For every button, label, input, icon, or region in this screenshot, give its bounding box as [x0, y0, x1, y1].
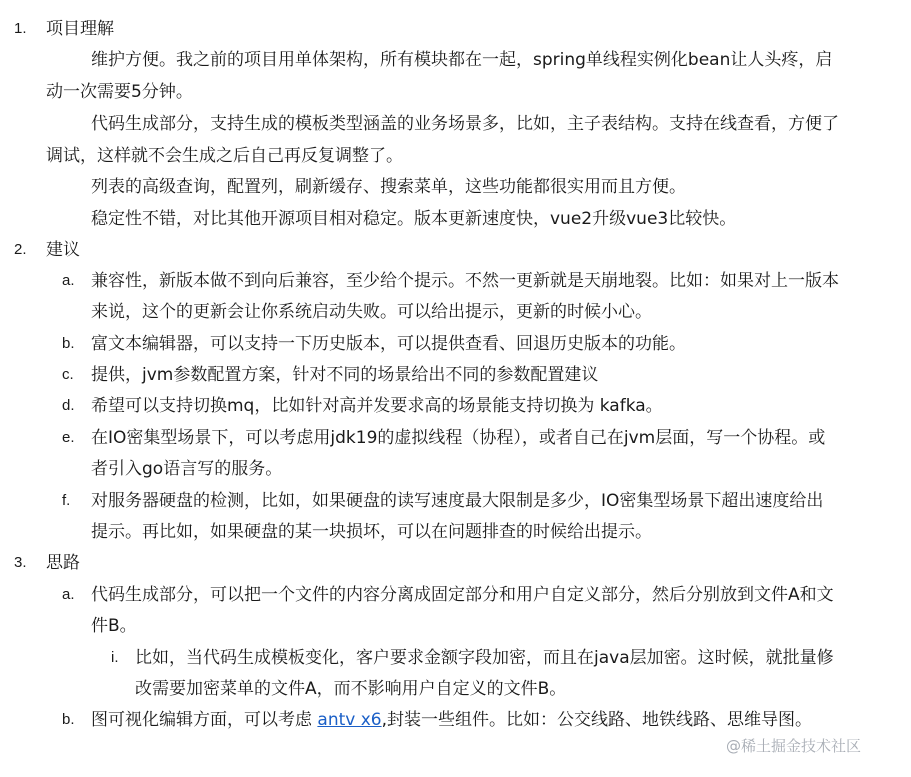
list-marker: e. [62, 429, 75, 446]
list-item-line: 提供，jvm参数配置方案，针对不同的场景给出不同的参数配置建议 [91, 365, 599, 385]
section-heading: 项目理解 [46, 19, 114, 39]
list-item-line: 改需要加密菜单的文件A，而不影响用户自定义的文件B。 [135, 679, 567, 699]
list-marker: 1. [14, 20, 27, 37]
list-marker: a. [62, 586, 75, 603]
list-marker: a. [62, 272, 75, 289]
list-marker: c. [62, 366, 74, 383]
paragraph-line: 稳定性不错，对比其他开源项目相对稳定。版本更新速度快，vue2升级vue3比较快。 [91, 209, 737, 229]
list-marker: d. [62, 397, 75, 414]
list-item-line: 代码生成部分，可以把一个文件的内容分离成固定部分和用户自定义部分，然后分别放到文件A和文 [91, 585, 834, 605]
list-marker: 3. [14, 554, 27, 571]
paragraph-line: 维护方便。我之前的项目用单体架构，所有模块都在一起，spring单线程实例化bean让人头疼，启 [91, 50, 833, 70]
section-heading: 建议 [46, 240, 80, 260]
list-item-line: 者引入go语言写的服务。 [91, 459, 283, 479]
list-item-line [91, 707, 812, 733]
list-item-text: ,封装一些组件。比如：公交线路、地铁线路、思维导图。 [381, 710, 813, 730]
list-item-line: 来说，这个的更新会让你系统启动失败。可以给出提示，更新的时候小心。 [91, 302, 652, 322]
list-item-line: 提示。再比如，如果硬盘的某一块损坏，可以在问题排查的时候给出提示。 [91, 522, 652, 542]
list-item-text: 图可视化编辑方面，可以考虑 [91, 710, 318, 730]
section-heading: 思路 [46, 553, 80, 573]
list-item-line: 富文本编辑器，可以支持一下历史版本，可以提供查看、回退历史版本的功能。 [91, 334, 686, 354]
list-marker: 2. [14, 241, 27, 258]
list-marker: b. [62, 335, 75, 352]
list-marker: i. [111, 649, 119, 666]
list-item-line: 件B。 [91, 616, 137, 636]
list-marker: f. [62, 492, 71, 509]
list-item-line: 比如，当代码生成模板变化，客户要求金额字段加密，而且在java层加密。这时候，就批量修 [135, 648, 834, 668]
paragraph-line: 动一次需要5分钟。 [46, 82, 193, 102]
antv-x6-link[interactable]: antv x6 [317, 710, 382, 730]
list-item-line: 希望可以支持切换mq，比如针对高并发要求高的场景能支持切换为 kafka。 [91, 396, 663, 416]
list-item-line: 对服务器硬盘的检测，比如，如果硬盘的读写速度最大限制是多少，IO密集型场景下超出速度给出 [91, 491, 824, 511]
list-item-line: 在IO密集型场景下，可以考虑用jdk19的虚拟线程（协程），或者自己在jvm层面，写一个协程。或 [91, 428, 826, 448]
paragraph-line: 调试，这样就不会生成之后自己再反复调整了。 [46, 146, 403, 166]
list-item-line: 兼容性，新版本做不到向后兼容，至少给个提示。不然一更新就是天崩地裂。比如：如果对上一版本 [91, 271, 839, 291]
list-marker: b. [62, 711, 75, 728]
watermark: @稀土掘金技术社区 [726, 737, 862, 755]
paragraph-line: 列表的高级查询，配置列，刷新缓存、搜索菜单，这些功能都很实用而且方便。 [91, 177, 686, 197]
paragraph-line: 代码生成部分，支持生成的模板类型涵盖的业务场景多，比如，主子表结构。支持在线查看，方便了 [91, 114, 839, 134]
